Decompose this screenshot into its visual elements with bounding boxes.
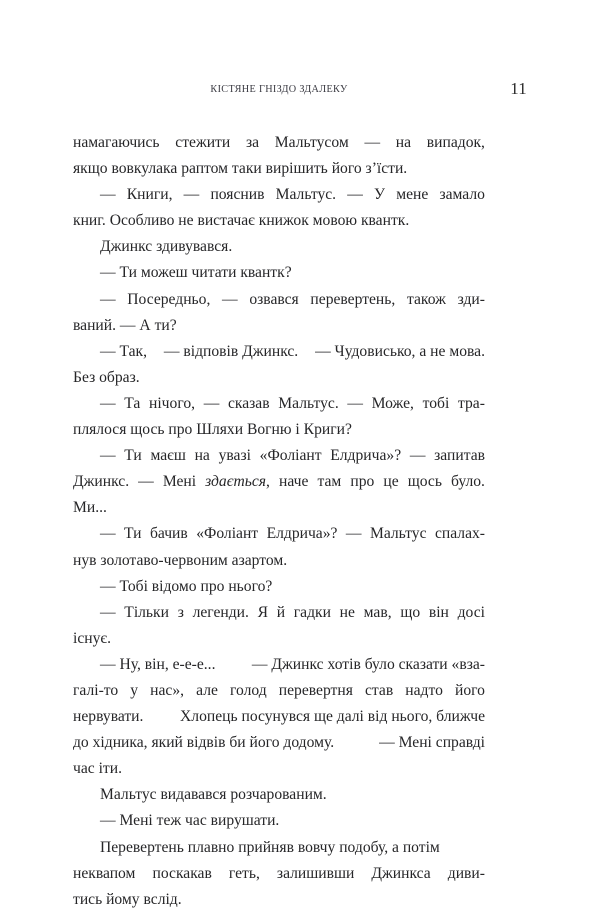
text-run: до хідника, який відвів би його додому. xyxy=(73,734,335,752)
text-run: запитав xyxy=(434,447,485,465)
text-run: нічого, xyxy=(149,394,196,412)
text-run: його xyxy=(454,681,485,699)
text-run: було. xyxy=(451,473,485,491)
text-run: диви- xyxy=(447,864,485,882)
text-line xyxy=(73,495,485,521)
text-run: — xyxy=(347,186,363,204)
text-run: маєш xyxy=(150,447,186,465)
text-line xyxy=(73,600,485,626)
text-run: що xyxy=(400,603,421,621)
emphasis: здається xyxy=(205,473,267,491)
text-run: Джинкс здивувався. xyxy=(100,238,233,256)
text-line xyxy=(73,521,485,547)
text-line xyxy=(73,260,485,286)
text-run: — xyxy=(100,290,116,308)
text-line xyxy=(73,391,485,417)
text-run: — xyxy=(183,186,200,204)
text-run: — xyxy=(100,394,116,412)
text-run: спалах- xyxy=(434,525,485,543)
text-run: й xyxy=(276,603,286,621)
text-run: пояснив xyxy=(210,186,265,204)
text-run: мене xyxy=(396,186,429,204)
text-run: намагаючись xyxy=(73,134,160,151)
paragraph xyxy=(73,391,485,443)
paragraph xyxy=(73,600,485,652)
text-run: існує. xyxy=(73,629,111,647)
text-line xyxy=(73,861,485,887)
text-run: нас», xyxy=(150,681,185,699)
text-run: досі xyxy=(457,603,485,621)
text-line xyxy=(73,469,485,495)
text-run: якщо вовкулака раптом таки вирішить його з’їсти. xyxy=(73,160,408,178)
text-run: це xyxy=(383,473,399,491)
text-run: «Фоліант xyxy=(196,525,259,543)
text-line xyxy=(73,808,485,834)
text-run: Книги, xyxy=(126,186,173,204)
text-run: книг. Особливо не вистачає книжок мовою квантк. xyxy=(73,212,410,230)
text-line xyxy=(73,417,485,443)
text-run: час іти. xyxy=(73,760,122,778)
paragraph xyxy=(73,130,485,182)
text-run: Мальтусом xyxy=(274,134,349,151)
text-run: — Чудовисько, а не мова. xyxy=(315,342,485,360)
paragraph xyxy=(73,808,485,834)
text-run: на xyxy=(395,134,412,151)
text-line xyxy=(73,887,485,913)
text-line xyxy=(73,443,485,469)
text-run: — Мені теж час вирушати. xyxy=(100,812,280,830)
text-run: випадок, xyxy=(426,134,485,151)
text-line xyxy=(73,782,485,808)
text-run: не xyxy=(339,603,355,621)
running-head xyxy=(73,84,485,104)
text-line xyxy=(73,835,485,861)
text-run: — xyxy=(345,525,362,543)
text-run: Та xyxy=(124,394,141,412)
text-run: став xyxy=(364,681,394,699)
text-run: Без образ. xyxy=(73,368,140,386)
text-run: — xyxy=(100,525,116,543)
text-run: ваний. — А ти? xyxy=(73,316,177,334)
text-run: за xyxy=(245,134,260,151)
text-run: — Тобі відомо про нього? xyxy=(100,577,273,595)
text-run: озвався xyxy=(249,290,299,308)
text-run: перевертень, xyxy=(310,290,396,308)
text-run: — Ну, він, е-е-е... xyxy=(100,655,216,673)
paragraph xyxy=(73,287,485,339)
text-line xyxy=(73,156,485,182)
text-run: сказав xyxy=(227,394,270,412)
text-run: зди- xyxy=(457,290,485,308)
text-run: тись йому вслід. xyxy=(73,890,182,908)
text-line xyxy=(73,365,485,391)
text-run: «Фоліант xyxy=(259,447,322,465)
text-run: Перевертень плавно прийняв вовчу подобу, а потім xyxy=(100,838,440,856)
paragraph xyxy=(73,234,485,260)
text-run: наче xyxy=(279,473,309,491)
text-run: — xyxy=(138,473,154,491)
text-line xyxy=(73,339,485,365)
text-run: Мальтус видавався розчарованим. xyxy=(100,786,327,804)
text-run: мав, xyxy=(363,603,392,621)
text-run: перевертня xyxy=(278,681,353,699)
text-run: — xyxy=(100,186,116,204)
text-run: — xyxy=(222,290,238,308)
text-run: голод xyxy=(230,681,267,699)
text-line xyxy=(73,234,485,260)
text-run: Я xyxy=(257,603,269,621)
text-run: там xyxy=(317,473,342,491)
text-run: Мальтус. xyxy=(275,186,337,204)
text-run: стежити xyxy=(175,134,231,151)
paragraph xyxy=(73,182,485,234)
text-run: — xyxy=(203,394,220,412)
text-line xyxy=(73,652,485,678)
text-run: про xyxy=(350,473,375,491)
text-run: залишивши xyxy=(276,864,355,882)
text-line xyxy=(73,548,485,574)
text-line xyxy=(73,208,485,234)
body-text-block xyxy=(73,130,485,913)
text-run: легенди. xyxy=(192,603,249,621)
text-run: надто xyxy=(405,681,443,699)
text-run: на xyxy=(194,447,210,465)
text-run: — xyxy=(409,447,426,465)
text-run: Елдрича»? xyxy=(266,525,338,543)
text-line xyxy=(73,130,485,156)
text-run: — xyxy=(364,134,381,151)
paragraph xyxy=(73,443,485,521)
paragraph xyxy=(73,652,485,782)
running-head-title: КІСТЯНЕ ГНІЗДО ЗДАЛЕКУ xyxy=(210,84,348,95)
text-line xyxy=(73,182,485,208)
text-line xyxy=(73,574,485,600)
paragraph xyxy=(73,835,485,913)
text-run: Тільки xyxy=(124,603,169,621)
text-line xyxy=(73,287,485,313)
text-run: Мальтус. xyxy=(278,394,339,412)
text-run: Мені xyxy=(162,473,197,491)
text-run: Джинкса xyxy=(371,864,431,882)
text-run: він xyxy=(428,603,449,621)
text-run: Ти xyxy=(124,525,142,543)
text-run: щось xyxy=(407,473,442,491)
text-run: Хлопець посунувся ще далі від нього, ближче xyxy=(180,708,485,726)
text-run: тобі xyxy=(422,394,450,412)
paragraph xyxy=(73,574,485,600)
text-run: галі-то xyxy=(73,681,119,699)
text-run: але xyxy=(196,681,218,699)
text-run: У xyxy=(374,186,386,204)
text-run: поскакав xyxy=(152,864,212,882)
text-run: бачив xyxy=(149,525,188,543)
text-run: Елдрича»? xyxy=(330,447,402,465)
paragraph xyxy=(73,260,485,286)
text-run: геть, xyxy=(228,864,260,882)
text-run: у xyxy=(130,681,139,699)
text-run: Посередньо, xyxy=(127,290,211,308)
text-run: Може, xyxy=(371,394,414,412)
paragraph xyxy=(73,339,485,391)
text-line xyxy=(73,313,485,339)
text-line xyxy=(73,756,485,782)
text-run: — xyxy=(100,603,116,621)
text-run: — Джинкс хотів було сказати «вза- xyxy=(251,655,485,673)
text-run: — Мені справді xyxy=(379,734,485,752)
text-run: здається, xyxy=(205,473,270,491)
text-run: Ти xyxy=(124,447,142,465)
text-run: — xyxy=(100,447,116,465)
text-run: гадки xyxy=(293,603,331,621)
text-run: Мальтус xyxy=(369,525,427,543)
text-line xyxy=(73,704,485,730)
text-run: — xyxy=(347,394,363,412)
page-number: 11 xyxy=(510,79,527,98)
text-run: нув золотаво-червоним азартом. xyxy=(73,551,288,569)
text-run: нервувати. xyxy=(73,708,144,726)
text-run: увазі xyxy=(218,447,251,465)
text-line xyxy=(73,626,485,652)
text-run: тра- xyxy=(457,394,485,412)
text-run: також xyxy=(406,290,446,308)
text-run: — відповів Джинкс. xyxy=(163,342,299,360)
text-line xyxy=(73,730,485,756)
text-run: — Так, xyxy=(100,342,148,360)
text-run: — Ти можеш читати квантк? xyxy=(100,264,292,282)
text-run: Джинкс. xyxy=(73,473,130,491)
paragraph xyxy=(73,521,485,573)
text-line xyxy=(73,678,485,704)
text-run: з xyxy=(177,603,184,621)
text-run: неквапом xyxy=(73,864,136,882)
text-run: замало xyxy=(439,186,485,204)
text-run: Ми... xyxy=(73,499,107,517)
text-run: плялося щось про Шляхи Вогню і Криги? xyxy=(73,421,352,439)
paragraph xyxy=(73,782,485,808)
